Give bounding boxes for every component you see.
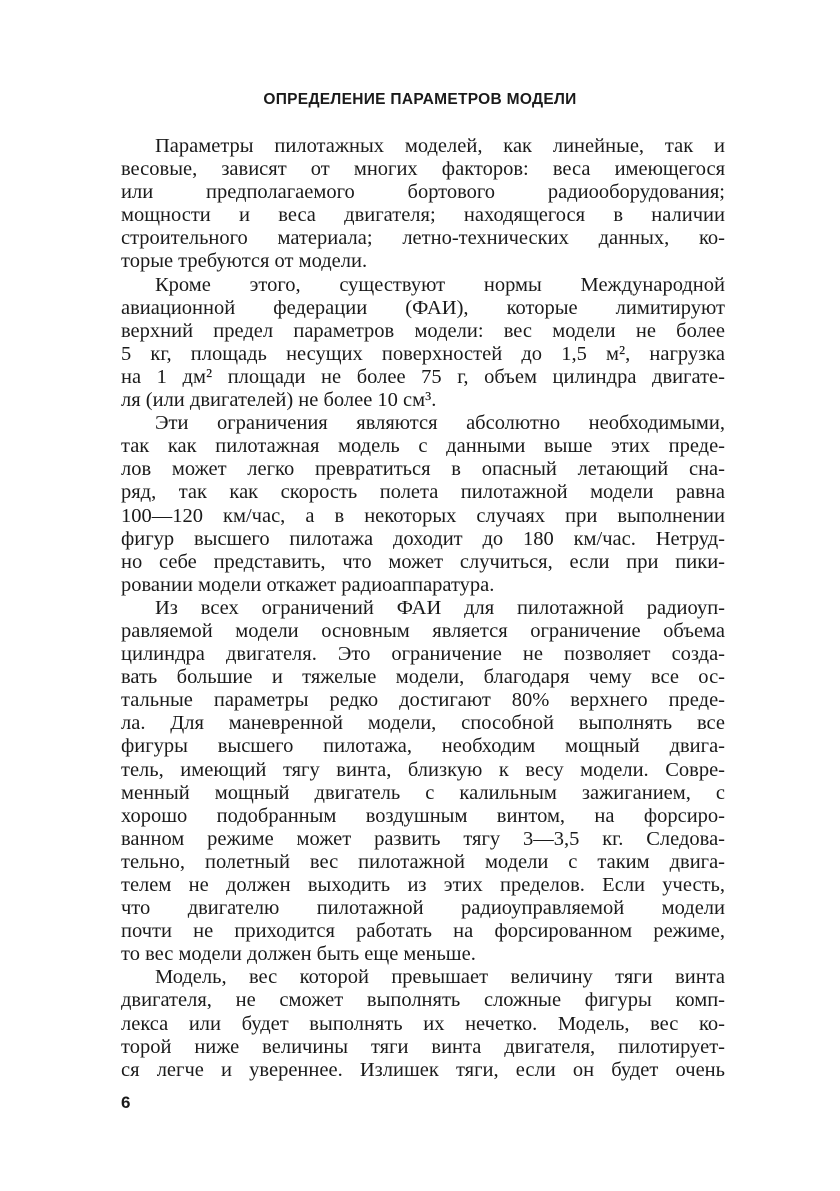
section-heading: ОПРЕДЕЛЕНИЕ ПАРАМЕТРОВ МОДЕЛИ [263, 91, 577, 108]
text-line: ванном режиме может развить тягу 3—3,5 кг. Следова- [121, 827, 725, 850]
text-line: Модель, вес которой превышает величину тяги винта [155, 966, 725, 989]
text-line: ля (или двигателей) не более 10 см³. [121, 389, 437, 412]
text-line: так как пилотажная модель с данными выше этих преде- [121, 435, 725, 458]
text-line: 100—120 км/час, а в некоторых случаях при выполнении [121, 504, 725, 527]
text-line: тель, имеющий тягу винта, близкую к весу модели. Совре- [121, 758, 725, 781]
text-line: торой ниже величины тяги винта двигателя, пилотирует- [121, 1035, 725, 1058]
text-line: лов может легко превратиться в опасный летающий сна- [121, 458, 725, 481]
text-line: ряд, так как скорость полета пилотажной модели равна [121, 481, 725, 504]
text-line: цилиндра двигателя. Это ограничение не позволяет созда- [121, 643, 725, 666]
text-line: авиационной федерации (ФАИ), которые лимитируют [121, 296, 725, 319]
text-line: тельно, полетный вес пилотажной модели с таким двига- [121, 850, 725, 873]
text-line: лекса или будет выполнять их нечетко. Модель, вес ко- [121, 1012, 725, 1035]
text-line: верхний предел параметров модели: вес модели не более [121, 319, 725, 342]
text-line: мощности и веса двигателя; находящегося в наличии [121, 204, 725, 227]
text-line: ся легче и увереннее. Излишек тяги, если он будет очень [121, 1058, 725, 1081]
text-line: тальные параметры редко достигают 80% верхнего преде- [121, 689, 725, 712]
text-line: но себе представить, что может случиться, если при пики- [121, 550, 725, 573]
text-line: что двигателю пилотажной радиоуправляемой модели [121, 897, 725, 920]
text-line: Из всех ограничений ФАИ для пилотажной радиоуп- [155, 596, 725, 619]
text-line: то вес модели должен быть еще меньше. [121, 943, 476, 966]
text-line: Эти ограничения являются абсолютно необходимыми, [155, 412, 725, 435]
text-line: 5 кг, площадь несущих поверхностей до 1,5 м², нагрузка [121, 342, 725, 365]
text-line: фигур высшего пилотажа доходит до 180 км/час. Нетруд- [121, 527, 725, 550]
text-line: торые требуются от модели. [121, 250, 368, 273]
text-line: менный мощный двигатель с калильным зажиганием, с [121, 781, 725, 804]
text-line: строительного материала; летно-технических данных, ко- [121, 227, 725, 250]
text-line: или предполагаемого бортового радиооборудования; [121, 181, 725, 204]
text-line: фигуры высшего пилотажа, необходим мощный двига- [121, 735, 725, 758]
text-line: весовые, зависят от многих факторов: веса имеющегося [121, 158, 725, 181]
text-line: Кроме этого, существуют нормы Международной [155, 273, 725, 296]
text-line: телем не должен выходить из этих пределов. Если учесть, [121, 874, 725, 896]
text-line: двигателя, не сможет выполнять сложные фигуры комп- [121, 989, 725, 1012]
page-number: 6 [121, 1093, 131, 1112]
text-line: Параметры пилотажных моделей, как линейные, так и [155, 135, 725, 157]
body-text [121, 135, 725, 1082]
text-line: равляемой модели основным является ограничение объема [121, 619, 725, 642]
text-line: почти не приходится работать на форсированном режиме, [121, 920, 725, 943]
text-line: вать большие и тяжелые модели, благодаря чему все ос- [121, 666, 725, 689]
text-line: хорошо подобранным воздушным винтом, на форсиро- [121, 804, 725, 827]
text-line: ла. Для маневренной модели, способной выполнять все [121, 712, 725, 735]
text-line: на 1 дм² площади не более 75 г, объем цилиндра двигате- [121, 365, 725, 388]
text-line: ровании модели откажет радиоаппаратура. [121, 573, 495, 596]
